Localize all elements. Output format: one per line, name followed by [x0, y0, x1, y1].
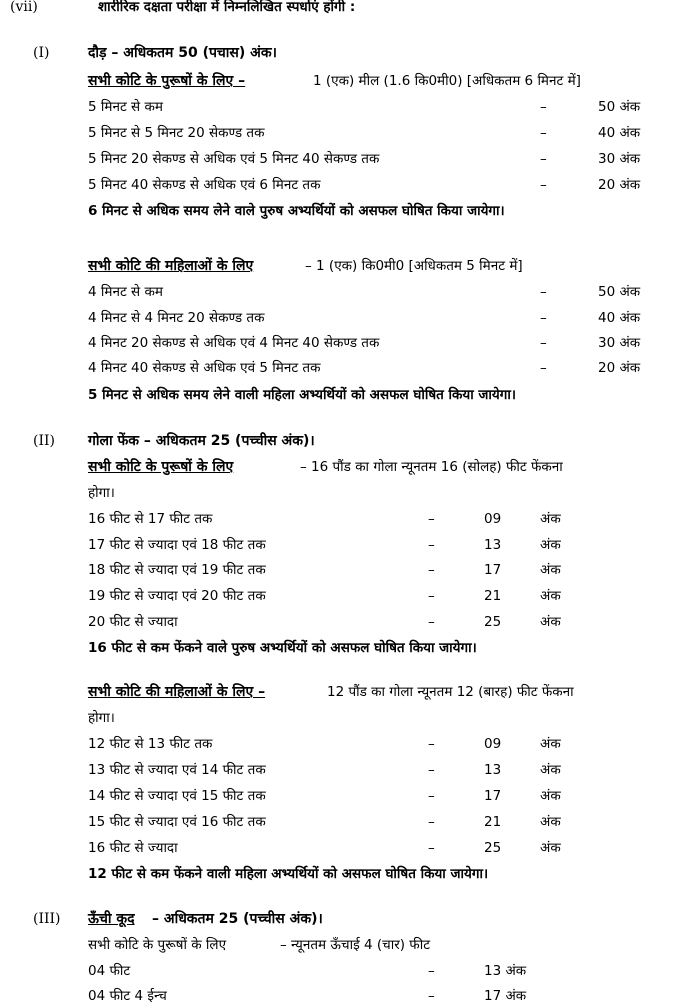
condition-text: 13 फीट से ज्यादा एवं 14 फीट तक — [88, 762, 266, 778]
section-title-highjump-detail: – अधिकतम 25 (पच्चीस अंक)। — [152, 911, 323, 927]
score-value: 21 — [484, 814, 502, 830]
dash: – — [428, 511, 435, 527]
condition-text: 5 मिनट से कम — [88, 99, 163, 115]
condition-text: 4 मिनट से कम — [88, 284, 163, 300]
dash: – — [540, 360, 547, 376]
intro-heading: शारीरिक दक्षता परीक्षा में निम्नलिखित स्पर्धाएं होंगी : — [98, 0, 356, 15]
men-heading-detail-running: 1 (एक) मील (1.6 कि0मी0) [अधिकतम 6 मिनट में] — [313, 73, 581, 89]
dash: – — [540, 284, 547, 300]
women-heading-running: सभी कोटि की महिलाओं के लिए — [88, 258, 254, 274]
shotput-men-note: 16 फीट से कम फेंकने वाले पुरुष अभ्यर्थियों को असफल घोषित किया जायेगा। — [88, 640, 477, 656]
condition-text: 14 फीट से ज्यादा एवं 15 फीट तक — [88, 788, 266, 804]
score-unit: अंक — [540, 562, 561, 578]
section-title-running: दौड़ – अधिकतम 50 (पचास) अंक। — [88, 45, 277, 61]
condition-text: 4 मिनट 40 सेकण्ड से अधिक एवं 5 मिनट तक — [88, 360, 321, 376]
score-value: 17 — [484, 562, 502, 578]
dash: – — [428, 736, 435, 752]
table-row — [0, 123, 696, 143]
dash: – — [428, 562, 435, 578]
score-unit: अंक — [540, 511, 561, 527]
shotput-women-note: 12 फीट से कम फेंकने वाली महिला अभ्यर्थियों को असफल घोषित किया जायेगा। — [88, 866, 489, 882]
score-value: 25 — [484, 840, 502, 856]
table-row — [0, 612, 696, 632]
dash: – — [428, 988, 435, 1004]
condition-text: 19 फीट से ज्यादा एवं 20 फीट तक — [88, 588, 266, 604]
condition-text: 17 फीट से ज्यादा एवं 18 फीट तक — [88, 537, 266, 553]
table-row — [0, 838, 696, 858]
dash: – — [428, 963, 435, 979]
score-value: 09 — [484, 736, 502, 752]
women-heading-detail-shotput: 12 पौंड का गोला न्यूनतम 12 (बारह) फीट फेंकना — [327, 684, 574, 700]
table-row — [0, 358, 696, 378]
marks-text: 50 अंक — [598, 99, 641, 115]
dash: – — [540, 310, 547, 326]
condition-text: 04 फीट — [88, 963, 131, 979]
condition-text: 16 फीट से ज्यादा — [88, 840, 178, 856]
dash: – — [540, 335, 547, 351]
men-heading-shotput: सभी कोटि के पुरूषों के लिए — [88, 459, 234, 475]
dash: – — [428, 588, 435, 604]
men-heading-continuation-shotput: होगा। — [88, 485, 115, 501]
men-heading-detail-shotput: – 16 पौंड का गोला न्यूनतम 16 (सोलह) फीट फेंकना — [300, 459, 563, 475]
section-label-vii: (vii) — [10, 0, 38, 15]
section-title-shotput: गोला फेंक – अधिकतम 25 (पच्चीस अंक)। — [88, 433, 315, 449]
score-value: 25 — [484, 614, 502, 630]
section-numeral-3: (III) — [33, 911, 61, 927]
marks-text: 20 अंक — [598, 177, 641, 193]
men-heading-running: सभी कोटि के पुरूषों के लिए – — [88, 73, 246, 89]
score-unit: अंक — [540, 537, 561, 553]
condition-text: 15 फीट से ज्यादा एवं 16 फीट तक — [88, 814, 266, 830]
table-row — [0, 961, 696, 981]
section-numeral-2: (II) — [33, 433, 55, 449]
table-row — [0, 149, 696, 169]
marks-text: 20 अंक — [598, 360, 641, 376]
table-row — [0, 333, 696, 353]
dash: – — [540, 177, 547, 193]
dash: – — [428, 614, 435, 630]
table-row — [0, 586, 696, 606]
marks-text: 17 अंक — [484, 988, 527, 1004]
marks-text: 30 अंक — [598, 335, 641, 351]
women-heading-detail-running: – 1 (एक) कि0मी0 [अधिकतम 5 मिनट में] — [305, 258, 523, 274]
condition-text: 5 मिनट 20 सेकण्ड से अधिक एवं 5 मिनट 40 सेकण्ड तक — [88, 151, 380, 167]
score-value: 17 — [484, 788, 502, 804]
dash: – — [428, 762, 435, 778]
condition-text: 16 फीट से 17 फीट तक — [88, 511, 213, 527]
condition-text: 4 मिनट 20 सेकण्ड से अधिक एवं 4 मिनट 40 सेकण्ड तक — [88, 335, 380, 351]
women-heading-shotput: सभी कोटि की महिलाओं के लिए – — [88, 684, 266, 700]
score-unit: अंक — [540, 588, 561, 604]
score-unit: अंक — [540, 840, 561, 856]
table-row — [0, 812, 696, 832]
women-heading-continuation-shotput: होगा। — [88, 710, 115, 726]
table-row — [0, 97, 696, 117]
condition-text: 20 फीट से ज्यादा — [88, 614, 178, 630]
men-heading-detail-highjump: – न्यूनतम ऊँचाई 4 (चार) फीट — [280, 937, 430, 953]
score-unit: अंक — [540, 788, 561, 804]
table-row — [0, 986, 696, 1006]
section-numeral-1: (I) — [33, 45, 50, 61]
table-row — [0, 786, 696, 806]
marks-text: 30 अंक — [598, 151, 641, 167]
score-value: 13 — [484, 537, 502, 553]
score-value: 21 — [484, 588, 502, 604]
dash: – — [428, 814, 435, 830]
table-row — [0, 535, 696, 555]
score-unit: अंक — [540, 736, 561, 752]
score-value: 13 — [484, 762, 502, 778]
table-row — [0, 175, 696, 195]
dash: – — [540, 99, 547, 115]
table-row — [0, 734, 696, 754]
condition-text: 5 मिनट 40 सेकण्ड से अधिक एवं 6 मिनट तक — [88, 177, 321, 193]
condition-text: 18 फीट से ज्यादा एवं 19 फीट तक — [88, 562, 266, 578]
dash: – — [540, 151, 547, 167]
condition-text: 4 मिनट से 4 मिनट 20 सेकण्ड तक — [88, 310, 265, 326]
dash: – — [540, 125, 547, 141]
table-row — [0, 308, 696, 328]
marks-text: 13 अंक — [484, 963, 527, 979]
condition-text: 04 फीट 4 ईन्च — [88, 988, 167, 1004]
score-unit: अंक — [540, 814, 561, 830]
dash: – — [428, 788, 435, 804]
marks-text: 40 अंक — [598, 310, 641, 326]
table-row — [0, 560, 696, 580]
score-unit: अंक — [540, 762, 561, 778]
table-row — [0, 282, 696, 302]
running-men-note: 6 मिनट से अधिक समय लेने वाले पुरुष अभ्यर्थियों को असफल घोषित किया जायेगा। — [88, 203, 505, 219]
men-heading-highjump: सभी कोटि के पुरूषों के लिए — [88, 937, 227, 953]
dash: – — [428, 537, 435, 553]
condition-text: 12 फीट से 13 फीट तक — [88, 736, 213, 752]
table-row — [0, 509, 696, 529]
marks-text: 50 अंक — [598, 284, 641, 300]
score-unit: अंक — [540, 614, 561, 630]
running-women-note: 5 मिनट से अधिक समय लेने वाली महिला अभ्यर्थियों को असफल घोषित किया जायेगा। — [88, 387, 516, 403]
section-title-highjump: ऊँची कूद — [88, 911, 135, 927]
table-row — [0, 760, 696, 780]
marks-text: 40 अंक — [598, 125, 641, 141]
score-value: 09 — [484, 511, 502, 527]
condition-text: 5 मिनट से 5 मिनट 20 सेकण्ड तक — [88, 125, 265, 141]
dash: – — [428, 840, 435, 856]
